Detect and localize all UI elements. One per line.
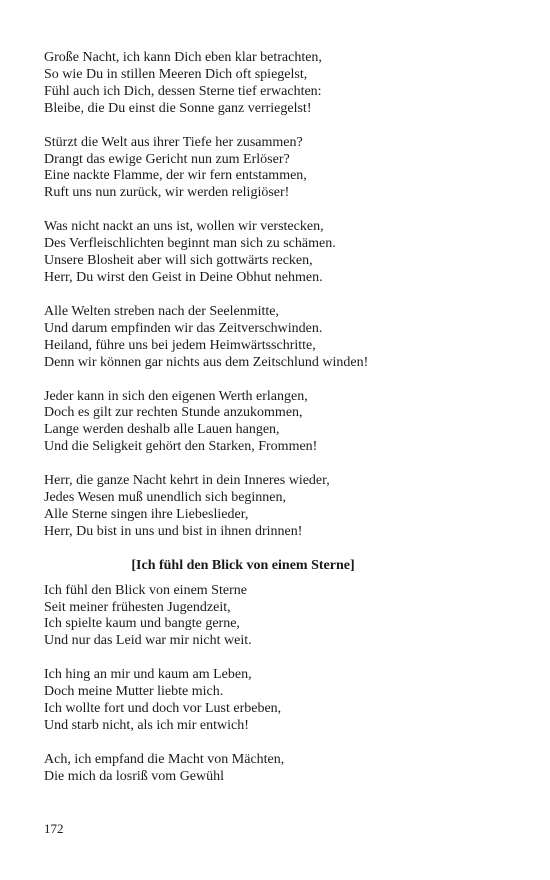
verse-line: Unsere Blosheit aber will sich gottwärts recken,: [44, 253, 313, 269]
verse-line: Doch meine Mutter liebte mich.: [44, 684, 224, 700]
verse-line: Ich spielte kaum und bangte gerne,: [44, 616, 240, 632]
verse-line: Eine nackte Flamme, der wir fern entstammen,: [44, 168, 307, 184]
verse-line: Stürzt die Welt aus ihrer Tiefe her zusammen?: [44, 134, 303, 150]
verse-line: Herr, die ganze Nacht kehrt in dein Inneres wieder,: [44, 473, 330, 489]
verse-line: Die mich da losriß vom Gewühl: [44, 768, 225, 784]
verse-line: Ich wollte fort und doch vor Lust erbeben,: [44, 701, 282, 717]
verse-line: Und darum empfinden wir das Zeitverschwinden.: [44, 320, 323, 336]
verse-line: Lange werden deshalb alle Lauen hangen,: [44, 422, 280, 438]
verse-line: Jeder kann in sich den eigenen Werth erlangen,: [44, 388, 308, 404]
stanza: [44, 219, 514, 287]
verse-line: Alle Welten streben nach der Seelenmitte,: [44, 303, 279, 319]
verse-line: Ich hing an mir und kaum am Leben,: [44, 667, 252, 683]
poem-title: [Ich fühl den Blick von einem Sterne]: [131, 557, 355, 573]
stanza: [44, 304, 514, 372]
verse-line: So wie Du in stillen Meeren Dich oft spiegelst,: [44, 66, 308, 82]
verse-line: Fühl auch ich Dich, dessen Sterne tief erwachten:: [44, 83, 322, 99]
verse-line: Ach, ich empfand die Macht von Mächten,: [44, 751, 285, 767]
verse-line: Ich fühl den Blick von einem Sterne: [44, 582, 247, 598]
verse-line: Und nur das Leid war mir nicht weit.: [44, 633, 252, 649]
verse-line: Drangt das ewige Gericht nun zum Erlöser?: [44, 151, 290, 167]
page-number: 172: [44, 821, 64, 836]
verse-line: Bleibe, die Du einst die Sonne ganz verriegelst!: [44, 100, 312, 116]
verse-line: Doch es gilt zur rechten Stunde anzukommen,: [44, 405, 303, 421]
poem-1: [44, 50, 514, 541]
verse-line: Große Nacht, ich kann Dich eben klar betrachten,: [44, 50, 322, 65]
stanza: [44, 135, 514, 203]
verse-line: Was nicht nackt an uns ist, wollen wir verstecken,: [44, 219, 324, 235]
verse-line: Denn wir können gar nichts aus dem Zeitschlund winden!: [44, 354, 369, 370]
verse-line: Ruft uns nun zurück, wir werden religiöser!: [44, 185, 290, 201]
verse-line: Des Verfleischlichten beginnt man sich zu schämen.: [44, 236, 336, 252]
verse-line: Und starb nicht, als ich mir entwich!: [44, 718, 249, 733]
verse-line: Seit meiner frühesten Jugendzeit,: [44, 599, 231, 615]
verse-line: Alle Sterne singen ihre Liebeslieder,: [44, 506, 249, 522]
verse-line: Herr, Du bist in uns und bist in ihnen drinnen!: [44, 523, 303, 539]
stanza: [44, 583, 514, 651]
verse-line: Jedes Wesen muß unendlich sich beginnen,: [44, 490, 287, 506]
poem-2: [44, 558, 514, 786]
stanza: [44, 752, 514, 786]
verse-line: Heiland, führe uns bei jedem Heimwärtsschritte,: [44, 337, 316, 353]
verse-line: Und die Seligkeit gehört den Starken, Frommen!: [44, 439, 318, 455]
stanza: [44, 50, 514, 118]
stanza: [44, 389, 514, 457]
page-body: [44, 50, 514, 803]
stanza: [44, 473, 514, 541]
verse-line: Herr, Du wirst den Geist in Deine Obhut nehmen.: [44, 269, 323, 285]
stanza: [44, 667, 514, 735]
